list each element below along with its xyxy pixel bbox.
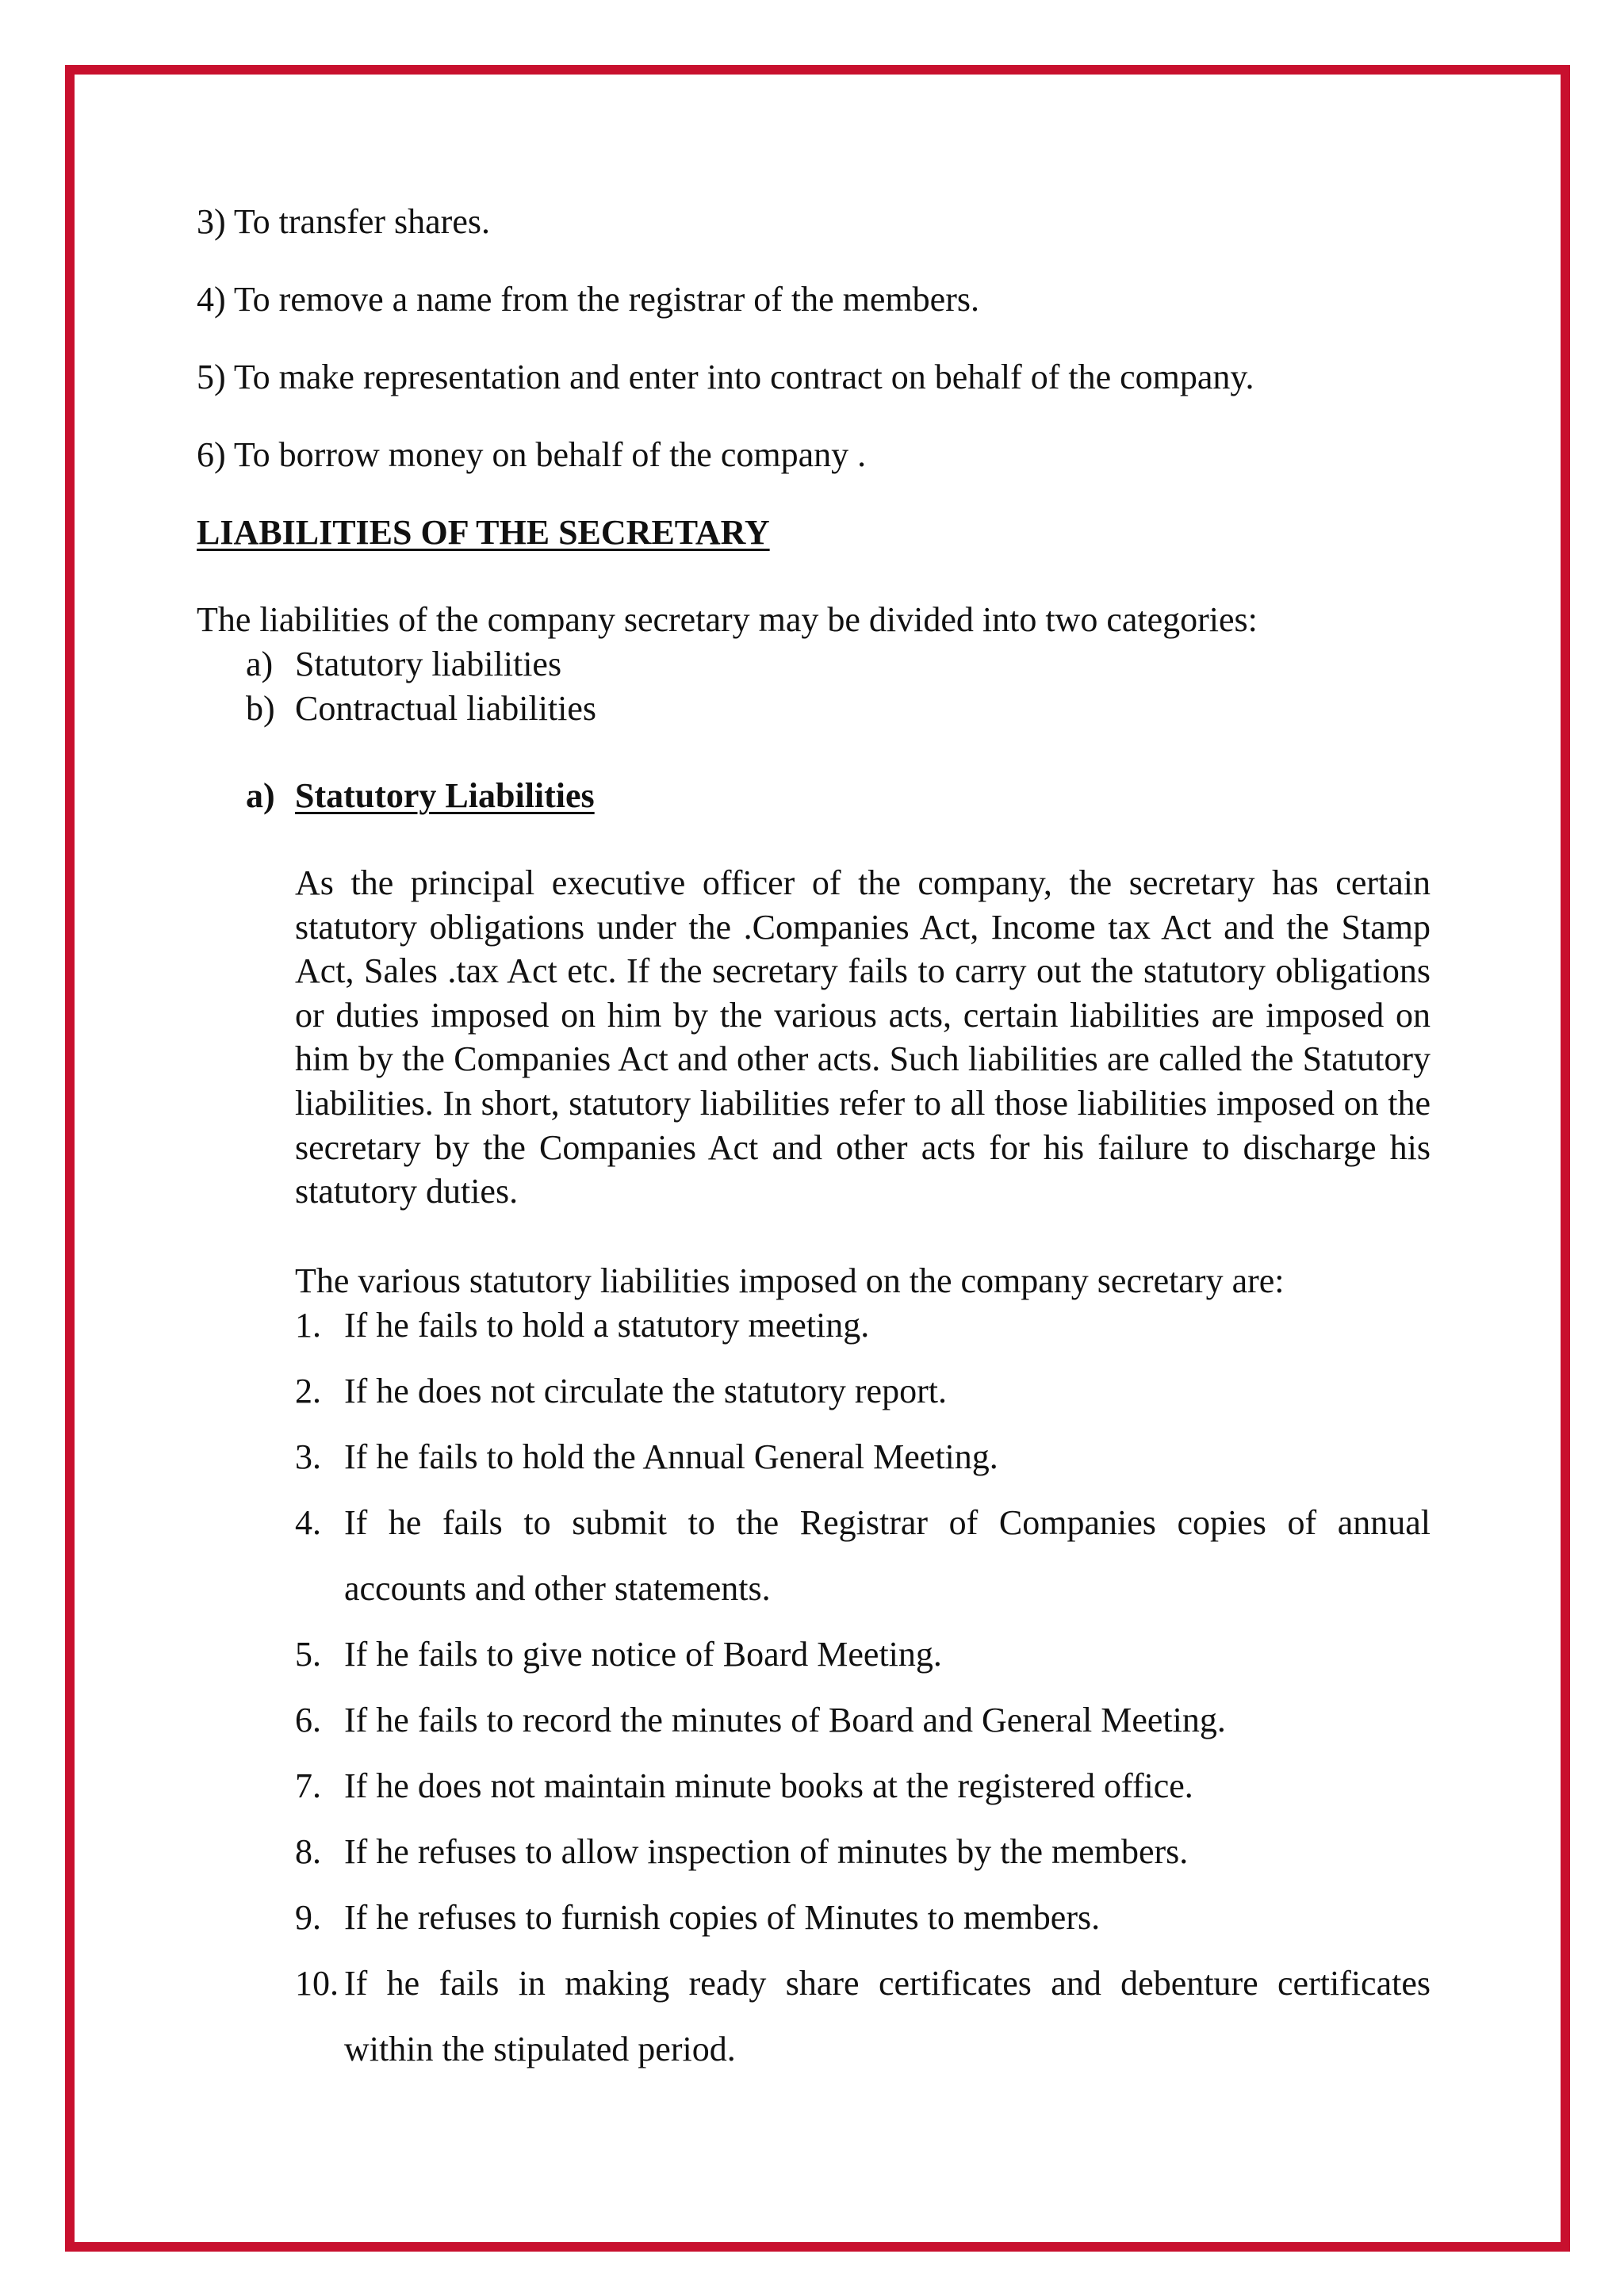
powers-item-5: 5) To make representation and enter into contract on behalf of the company.: [197, 358, 1254, 396]
list-item: If he refuses to allow inspection of minutes by the members.: [344, 1832, 1189, 1871]
powers-item-3: 3) To transfer shares.: [197, 202, 490, 241]
liabilities-intro: The liabilities of the company secretary may be divided into two categories:: [197, 600, 1258, 639]
list-number: 6.: [295, 1701, 321, 1739]
category-label: Statutory liabilities: [295, 645, 562, 683]
list-item: If he refuses to furnish copies of Minutes to members.: [344, 1898, 1101, 1937]
powers-item-6: 6) To borrow money on behalf of the company .: [197, 435, 867, 474]
list-item: If he fails to hold the Annual General Meeting.: [344, 1437, 998, 1476]
list-item: If he fails to record the minutes of Board and General Meeting.: [344, 1701, 1226, 1739]
list-number: 5.: [295, 1635, 321, 1674]
list-number: 4.: [295, 1503, 321, 1542]
list-number: 1.: [295, 1306, 321, 1345]
category-marker: a): [246, 645, 274, 683]
list-item: If he does not maintain minute books at the registered office.: [344, 1766, 1193, 1805]
section-marker: a): [246, 776, 275, 815]
list-number: 10.: [295, 1964, 339, 2003]
statutory-paragraph: As the principal executive officer of the company, the secretary has certain statutory obligations under the .Companies Act, Income tax Act and the Stamp Act, Sales .tax Act etc. If the secretary fails to carry out the statutory obligations or duties imposed on him by the various acts, certain liabilities are imposed on him by the Companies Act and other acts. Such liabilities are called the Statutory liabilities. In short, statutory liabilities refer to all those liabilities imposed on the secretary by the Companies Act and other acts for his failure to discharge his statutory duties.: [295, 863, 1431, 1211]
list-item: If he fails to submit to the Registrar of Companies copies of annual: [344, 1503, 1431, 1542]
list-number: 8.: [295, 1832, 321, 1871]
list-intro: The various statutory liabilities imposed on the company secretary are:: [295, 1261, 1285, 1300]
list-item: If he fails to hold a statutory meeting.: [344, 1306, 870, 1345]
list-item: If he fails to give notice of Board Meeting.: [344, 1635, 942, 1674]
list-item-continuation: accounts and other statements.: [344, 1569, 771, 1608]
list-item-continuation: within the stipulated period.: [344, 2030, 736, 2068]
list-number: 3.: [295, 1437, 321, 1476]
powers-item-4: 4) To remove a name from the registrar of the members.: [197, 280, 979, 319]
list-item: If he does not circulate the statutory report.: [344, 1372, 947, 1410]
category-label: Contractual liabilities: [295, 689, 597, 728]
category-marker: b): [246, 689, 275, 728]
list-number: 7.: [295, 1766, 321, 1805]
list-item: If he fails in making ready share certificates and debenture certificates: [344, 1964, 1431, 2003]
list-number: 2.: [295, 1372, 321, 1410]
liabilities-heading: LIABILITIES OF THE SECRETARY: [197, 513, 770, 552]
list-number: 9.: [295, 1898, 321, 1937]
section-title: Statutory Liabilities: [295, 776, 595, 815]
